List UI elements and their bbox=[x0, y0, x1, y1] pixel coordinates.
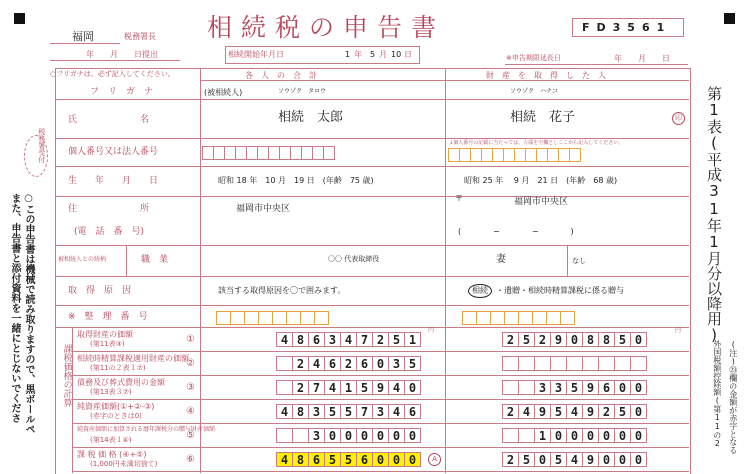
occupation-label: 職 業 bbox=[141, 255, 169, 265]
amount-digit: 0 bbox=[404, 380, 421, 395]
amount-digit: 4 bbox=[566, 452, 583, 467]
calc-label: 課 税 価 格 (④+⑤) bbox=[77, 450, 147, 459]
total-a-mark: A bbox=[428, 453, 441, 466]
amount-digit: 0 bbox=[372, 452, 389, 467]
calc-label: 純資産価額に加算される暦年課税分の贈与財産価額 bbox=[77, 426, 216, 433]
amount-digit: 3 bbox=[550, 380, 567, 395]
right-note-2: 外国税額控除額(第11の2 bbox=[712, 340, 722, 448]
digit-cell[interactable] bbox=[504, 311, 519, 325]
amount-digit: 9 bbox=[582, 452, 599, 467]
amount-digit: 5 bbox=[614, 332, 631, 347]
registration-mark-right bbox=[724, 13, 735, 24]
amount-digit: 9 bbox=[582, 404, 599, 419]
digit-cell[interactable] bbox=[230, 311, 245, 325]
amount-digit: 0 bbox=[614, 452, 631, 467]
col-head-heir: 財 産 を 取 得 し た 人 bbox=[486, 71, 606, 80]
amount-digit bbox=[518, 380, 535, 395]
amount-digit: 5 bbox=[404, 356, 421, 371]
amount-digit: 0 bbox=[630, 428, 647, 443]
ref-label: ※ 整 理 番 号 bbox=[68, 312, 148, 322]
amount-digit: 0 bbox=[630, 452, 647, 467]
amount-digit: 7 bbox=[308, 380, 325, 395]
amount-digit bbox=[292, 428, 309, 443]
decedent-tag: (被相続人) bbox=[204, 88, 243, 97]
decedent-kana: ソウゾク タロウ bbox=[278, 88, 326, 95]
amount-digit: 2 bbox=[502, 404, 519, 419]
amount-digit: 2 bbox=[340, 356, 357, 371]
unit-yen: 円 bbox=[428, 327, 435, 334]
amount-digit: 0 bbox=[550, 428, 567, 443]
digit-cell[interactable] bbox=[216, 311, 231, 325]
relation-label: 被相続人との続柄 bbox=[58, 256, 107, 263]
amount-digit: 4 bbox=[340, 332, 357, 347]
furigana-label: フ リ ガ ナ bbox=[90, 87, 154, 97]
amount-digit bbox=[598, 356, 615, 371]
birth-label: 生 年 月 日 bbox=[68, 176, 159, 186]
amount-digit: 9 bbox=[582, 380, 599, 395]
amount-digit: 0 bbox=[388, 428, 405, 443]
calc-row-number: ⑥ bbox=[186, 454, 195, 465]
digit-cell[interactable] bbox=[244, 311, 259, 325]
cause-instruction: 該当する取得原因を〇で囲みます。 bbox=[218, 286, 346, 295]
col-head-combined: 各 人 の 合 計 bbox=[245, 71, 317, 80]
amount-digit: 0 bbox=[582, 428, 599, 443]
amount-digit: 0 bbox=[324, 428, 341, 443]
unit-yen: 円 bbox=[675, 327, 682, 334]
amount-digit bbox=[276, 428, 293, 443]
amount-digit: 5 bbox=[518, 452, 535, 467]
right-table-title: 第1表(平成31年1月分以降用) bbox=[705, 86, 723, 344]
calc-sublabel: (赤字のときは0) bbox=[90, 412, 142, 420]
calc-sublabel: (第13表３⑦) bbox=[90, 388, 132, 396]
heir-id-cells[interactable] bbox=[448, 148, 580, 162]
name-label: 氏 名 bbox=[68, 115, 150, 125]
amount-digit: 4 bbox=[276, 332, 293, 347]
calc-label: 債務及び葬式費用の金額 bbox=[77, 378, 165, 387]
amount-digit: 0 bbox=[356, 428, 373, 443]
digit-cell[interactable] bbox=[490, 311, 505, 325]
calc-sublabel: (第11の２表１⑦) bbox=[90, 364, 146, 372]
amount-digit: 5 bbox=[356, 380, 373, 395]
office-city: 福岡 bbox=[72, 30, 94, 43]
amount-digit: 2 bbox=[372, 332, 389, 347]
amount-digit bbox=[630, 356, 647, 371]
amount-digit: 0 bbox=[404, 428, 421, 443]
left-note-1: ○この申告書は機械で読み取りますので、黒ボールペ bbox=[23, 193, 34, 434]
amount-digit: 4 bbox=[276, 404, 293, 419]
amount-digit: 6 bbox=[324, 356, 341, 371]
seal-mark: 印 bbox=[672, 112, 685, 125]
amount-digit: 2 bbox=[598, 404, 615, 419]
amount-digit: 5 bbox=[566, 380, 583, 395]
digit-cell[interactable] bbox=[272, 311, 287, 325]
cause-rest: ・遺贈・相続時精算課税に係る贈与 bbox=[496, 286, 624, 295]
amount-digit: 6 bbox=[308, 452, 325, 467]
heir-name: 相続 花子 bbox=[510, 110, 576, 125]
id-note: ↓個人番号の記載に当たっては、左端を空欄としここから記入してください。 bbox=[449, 140, 624, 146]
heir-relation: 妻 bbox=[496, 254, 506, 265]
amount-digit: 6 bbox=[598, 380, 615, 395]
amount-digit bbox=[502, 428, 519, 443]
amount-digit: 4 bbox=[566, 404, 583, 419]
amount-digit bbox=[276, 380, 293, 395]
calc-sublabel: (1,000円未満切捨て) bbox=[90, 460, 158, 468]
registration-mark-left bbox=[14, 13, 25, 24]
id-label: 個人番号又は法人番号 bbox=[68, 147, 159, 157]
amount-digit: 3 bbox=[388, 356, 405, 371]
amount-digit: 8 bbox=[582, 332, 599, 347]
amount-digit: 0 bbox=[630, 332, 647, 347]
amount-digit: 8 bbox=[292, 404, 309, 419]
amount-digit: 0 bbox=[614, 428, 631, 443]
start-day: 10 bbox=[391, 50, 402, 59]
amount-digit: 9 bbox=[534, 404, 551, 419]
calc-row-number: ② bbox=[186, 358, 195, 369]
start-era-year: 1 bbox=[345, 50, 351, 59]
digit-cell[interactable] bbox=[532, 311, 547, 325]
amount-digit bbox=[550, 356, 567, 371]
start-date-label: 相続開始年月日 bbox=[228, 50, 284, 59]
amount-digit: 6 bbox=[404, 404, 421, 419]
address-label: 住 所 bbox=[68, 204, 150, 214]
digit-cell bbox=[323, 146, 335, 160]
amount-digit: 2 bbox=[292, 356, 309, 371]
amount-digit: 2 bbox=[502, 452, 519, 467]
amount-digit: 5 bbox=[388, 332, 405, 347]
form-title: 相続税の申告書 bbox=[207, 13, 446, 42]
office-suffix: 税務署長 bbox=[124, 32, 156, 41]
amount-digit: 5 bbox=[324, 404, 341, 419]
decedent-name: 相続 太郎 bbox=[278, 110, 344, 125]
amount-digit: 0 bbox=[630, 404, 647, 419]
amount-digit bbox=[502, 356, 519, 371]
amount-digit bbox=[614, 356, 631, 371]
amount-digit: 4 bbox=[388, 380, 405, 395]
amount-digit bbox=[518, 356, 535, 371]
decedent-birth: 昭和 18 年 10 月 19 日 (年齢 75 歳) bbox=[218, 176, 374, 185]
amount-digit: 5 bbox=[550, 452, 567, 467]
calc-label: 純資産価額(①+②-③) bbox=[77, 402, 155, 411]
digit-cell[interactable] bbox=[258, 311, 273, 325]
digit-cell[interactable] bbox=[286, 311, 301, 325]
calc-row-number: ③ bbox=[186, 382, 195, 393]
digit-cell[interactable] bbox=[476, 311, 491, 325]
amount-digit: 8 bbox=[292, 452, 309, 467]
amount-digit: 2 bbox=[534, 332, 551, 347]
amount-digit bbox=[534, 356, 551, 371]
cause-circled: 相続 bbox=[468, 284, 492, 298]
amount-digit: 0 bbox=[534, 452, 551, 467]
amount-digit: 0 bbox=[372, 428, 389, 443]
heir-address: 福岡市中央区 bbox=[514, 197, 569, 207]
amount-digit: 4 bbox=[308, 356, 325, 371]
amount-digit: 1 bbox=[340, 380, 357, 395]
calc-label: 相続時精算課税適用財産の価額 bbox=[77, 354, 189, 363]
submission-date: 年 月 日提出 bbox=[86, 50, 158, 59]
digit-cell[interactable] bbox=[569, 148, 581, 162]
right-note-1: (注)㉓欄の金額が赤字となる bbox=[728, 340, 738, 454]
calc-row-number: ④ bbox=[186, 406, 195, 417]
amount-digit: 8 bbox=[598, 332, 615, 347]
left-note-2: また、申告書と添付資料を一緒にとじないでくださ bbox=[9, 193, 20, 423]
amount-digit: 1 bbox=[404, 332, 421, 347]
amount-digit: 5 bbox=[340, 452, 357, 467]
amount-digit bbox=[276, 356, 293, 371]
ref-cells-heir bbox=[462, 311, 574, 325]
amount-digit: 5 bbox=[614, 404, 631, 419]
amount-digit: 0 bbox=[598, 452, 615, 467]
decedent-id-cells bbox=[202, 146, 334, 160]
deadline-ext-label: ※申告期限延長日 bbox=[506, 54, 561, 62]
heir-kana: ソウゾク ハナコ bbox=[510, 88, 558, 95]
amount-digit: 2 bbox=[292, 380, 309, 395]
heir-birth: 昭和 25 年 9 月 21 日 (年齢 68 歳) bbox=[464, 176, 618, 185]
amount-digit: 3 bbox=[324, 332, 341, 347]
digit-cell[interactable] bbox=[560, 311, 575, 325]
amount-digit: 3 bbox=[308, 404, 325, 419]
amount-digit: 6 bbox=[356, 452, 373, 467]
amount-digit: 4 bbox=[324, 380, 341, 395]
amount-digit: 0 bbox=[614, 380, 631, 395]
digit-cell[interactable] bbox=[462, 311, 477, 325]
amount-digit bbox=[518, 428, 535, 443]
calc-sublabel: (第11表③) bbox=[90, 340, 125, 348]
heir-phone: ( − − ) bbox=[458, 227, 574, 236]
amount-digit: 4 bbox=[518, 404, 535, 419]
cause-label: 取 得 原 因 bbox=[68, 286, 132, 296]
amount-digit bbox=[566, 356, 583, 371]
section-vertical-label: 課税価格の計算 bbox=[61, 344, 72, 407]
digit-cell[interactable] bbox=[546, 311, 561, 325]
amount-digit: 0 bbox=[372, 356, 389, 371]
amount-digit: 0 bbox=[340, 428, 357, 443]
amount-digit: 0 bbox=[598, 428, 615, 443]
deadline-ext-value: 年 月 日 bbox=[614, 54, 670, 63]
phone-label: (電 話 番 号) bbox=[74, 227, 145, 237]
digit-cell[interactable] bbox=[314, 311, 329, 325]
amount-digit: 5 bbox=[518, 332, 535, 347]
decedent-address: 福岡市中央区 bbox=[236, 204, 291, 214]
amount-digit: 3 bbox=[372, 404, 389, 419]
amount-digit: 8 bbox=[292, 332, 309, 347]
ref-cells bbox=[216, 311, 328, 325]
amount-digit: 0 bbox=[404, 452, 421, 467]
calc-row-number: ⑤ bbox=[186, 430, 195, 441]
amount-digit: 9 bbox=[550, 332, 567, 347]
postal-mark: 〒 bbox=[455, 194, 463, 203]
heir-occupation: なし bbox=[572, 257, 586, 265]
calc-row-number: ① bbox=[186, 334, 195, 345]
amount-digit: 5 bbox=[550, 404, 567, 419]
amount-digit: 0 bbox=[388, 452, 405, 467]
decedent-occupation: 〇〇 代表取締役 bbox=[328, 255, 380, 263]
amount-digit bbox=[582, 356, 599, 371]
amount-digit: 2 bbox=[502, 332, 519, 347]
amount-digit: 1 bbox=[534, 428, 551, 443]
furigana-note: ○フリガナは、必ず記入してください。 bbox=[50, 70, 175, 78]
amount-digit: 0 bbox=[630, 380, 647, 395]
amount-digit: 7 bbox=[356, 332, 373, 347]
calc-sublabel: (第14表１④) bbox=[90, 436, 132, 444]
amount-digit: 0 bbox=[566, 332, 583, 347]
amount-digit: 3 bbox=[308, 428, 325, 443]
amount-digit: 6 bbox=[356, 356, 373, 371]
amount-digit: 4 bbox=[276, 452, 293, 467]
amount-digit: 0 bbox=[566, 428, 583, 443]
amount-digit: 6 bbox=[308, 332, 325, 347]
amount-digit bbox=[502, 380, 519, 395]
digit-cell[interactable] bbox=[518, 311, 533, 325]
amount-digit: 4 bbox=[388, 404, 405, 419]
amount-digit: 5 bbox=[340, 404, 357, 419]
amount-digit: 7 bbox=[356, 404, 373, 419]
calc-label: 取得財産の価額 bbox=[77, 330, 133, 339]
received-stamp-label: 税務署受付 bbox=[37, 128, 46, 163]
amount-digit: 3 bbox=[534, 380, 551, 395]
digit-cell[interactable] bbox=[300, 311, 315, 325]
form-code: FD3561 bbox=[582, 21, 672, 34]
start-month: 5 bbox=[370, 50, 376, 59]
amount-digit: 9 bbox=[372, 380, 389, 395]
amount-digit: 5 bbox=[324, 452, 341, 467]
